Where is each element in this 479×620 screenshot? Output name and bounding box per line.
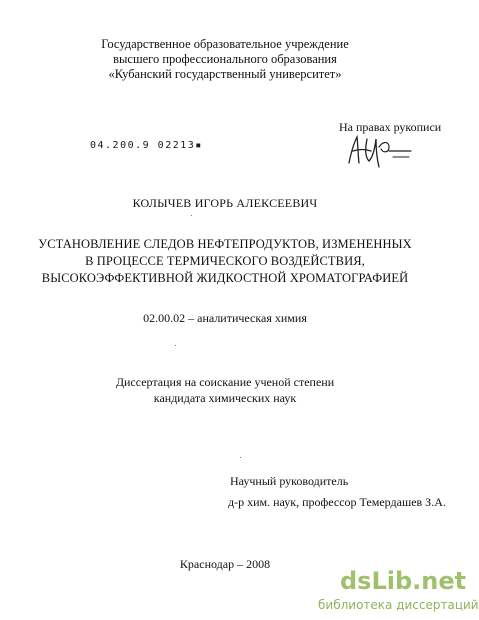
scan-speck (240, 457, 241, 458)
author-name: КОЛЫЧЕВ ИГОРЬ АЛЕКСЕЕВИЧ (132, 196, 318, 210)
watermark-tagline: библиотека диссертаций (318, 598, 479, 612)
scan-speck (175, 345, 176, 346)
title-line-1: УСТАНОВЛЕНИЕ СЛЕДОВ НЕФТЕПРОДУКТОВ, ИЗМЕНЕННЫХ (38, 237, 412, 251)
registration-number (90, 140, 203, 151)
supervisor-name: д-р хим. наук, профессор Темердашев З.А. (228, 495, 446, 509)
dissertation-line-1: Диссертация на соискание ученой степени (115, 375, 335, 389)
handwritten-signature (345, 133, 415, 169)
watermark-logo: dsLib.net (340, 567, 467, 595)
dissertation-line-2: кандидата химических наук (153, 391, 297, 405)
scan-speck (191, 215, 192, 216)
registration-number-text: 04.200.9 02213 (90, 140, 196, 151)
city-year: Краснодар – 2008 (179, 557, 271, 571)
institution-line-3: «Кубанский государственный университет» (108, 67, 342, 81)
manuscript-rights-label: На правах рукописи (339, 120, 442, 134)
specialty: 02.00.02 – аналитическая химия (143, 311, 307, 325)
watermark (318, 567, 479, 617)
institution-line-1: Государственное образовательное учреждение (101, 37, 349, 51)
supervisor-label: Научный руководитель (230, 474, 349, 488)
title-line-2: В ПРОЦЕССЕ ТЕРМИЧЕСКОГО ВОЗДЕЙСТВИЯ, (85, 254, 365, 268)
institution-line-2: высшего профессионального образования (113, 52, 337, 66)
registration-mark: ▪ (195, 140, 203, 151)
title-line-3: ВЫСОКОЭФФЕКТИВНОЙ ЖИДКОСТНОЙ ХРОМАТОГРАФИЕЙ (41, 271, 409, 285)
